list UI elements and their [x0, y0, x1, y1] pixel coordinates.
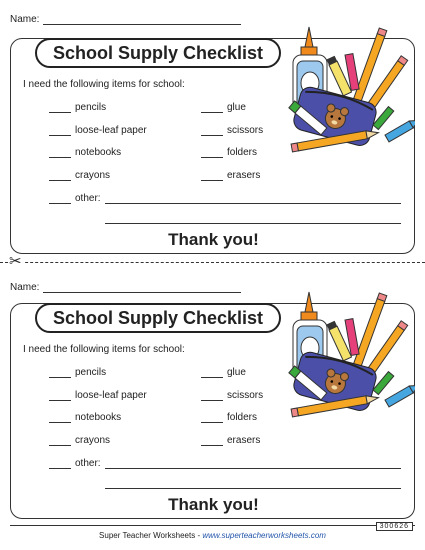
- footer: [0, 531, 425, 540]
- checklist-item[interactable]: loose-leaf paper: [49, 390, 147, 401]
- thank-you-text: Thank you!: [168, 495, 259, 514]
- other-line-2[interactable]: [105, 223, 401, 224]
- school-supplies-illustration: [283, 290, 415, 440]
- other-item[interactable]: other:: [49, 193, 101, 204]
- other-line[interactable]: [105, 203, 401, 204]
- checklist-item[interactable]: scissors: [201, 390, 263, 401]
- other-line[interactable]: [105, 468, 401, 469]
- checklist-item[interactable]: crayons: [49, 435, 110, 446]
- checklist-item[interactable]: notebooks: [49, 412, 121, 423]
- checklist-title: School Supply Checklist: [35, 38, 281, 68]
- checklist-intro: I need the following items for school:: [23, 79, 185, 90]
- checklist-title: School Supply Checklist: [35, 303, 281, 333]
- worksheet-code: 300626: [376, 522, 413, 531]
- checklist-item[interactable]: folders: [201, 147, 257, 158]
- name-field-bottom[interactable]: [10, 282, 241, 293]
- name-line[interactable]: [43, 14, 241, 25]
- name-label: Name:: [10, 14, 40, 25]
- footer-site: Super Teacher Worksheets: [99, 531, 196, 540]
- checklist-item[interactable]: notebooks: [49, 147, 121, 158]
- cut-line: [0, 262, 425, 263]
- checklist-item[interactable]: erasers: [201, 170, 260, 181]
- footer-rule: [10, 525, 415, 526]
- school-supplies-illustration: [283, 25, 415, 175]
- checklist-card-top: [10, 38, 415, 254]
- checklist-intro: I need the following items for school:: [23, 344, 185, 355]
- scissors-icon: ✂: [9, 253, 22, 270]
- name-label: Name:: [10, 282, 40, 293]
- checklist-item[interactable]: pencils: [49, 367, 106, 378]
- checklist-item[interactable]: folders: [201, 412, 257, 423]
- checklist-item[interactable]: glue: [201, 102, 246, 113]
- name-field-top[interactable]: [10, 14, 241, 25]
- checklist-item[interactable]: loose-leaf paper: [49, 125, 147, 136]
- name-line[interactable]: [43, 282, 241, 293]
- checklist-item[interactable]: pencils: [49, 102, 106, 113]
- thank-you-text: Thank you!: [168, 230, 259, 249]
- checklist-item[interactable]: glue: [201, 367, 246, 378]
- footer-link[interactable]: www.superteacherworksheets.com: [202, 531, 326, 540]
- checklist-card-bottom: [10, 303, 415, 519]
- checklist-item[interactable]: erasers: [201, 435, 260, 446]
- footer-separator: -: [195, 531, 203, 540]
- checklist-item[interactable]: scissors: [201, 125, 263, 136]
- checklist-item[interactable]: crayons: [49, 170, 110, 181]
- other-line-2[interactable]: [105, 488, 401, 489]
- other-item[interactable]: other:: [49, 458, 101, 469]
